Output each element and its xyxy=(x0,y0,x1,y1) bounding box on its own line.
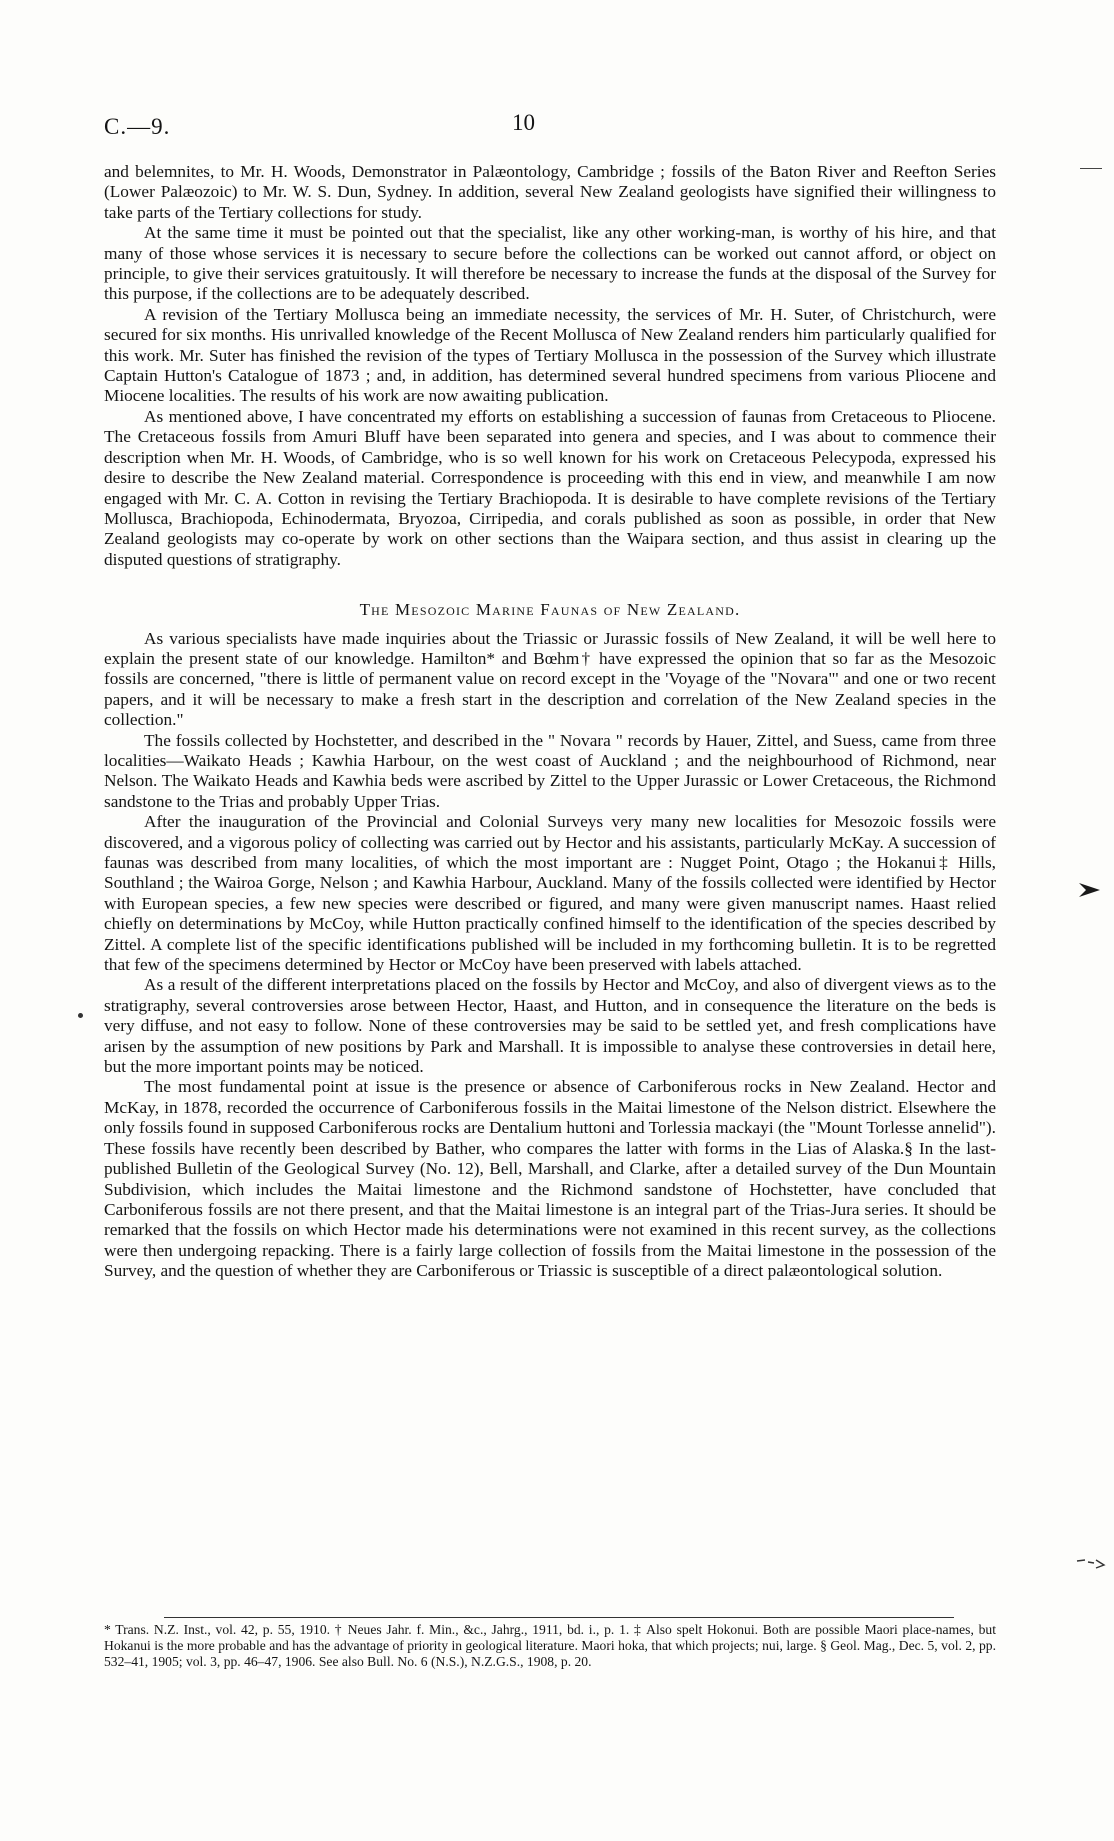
page-number: 10 xyxy=(512,110,535,135)
paragraph-5: As various specialists have made inquiries about the Triassic or Jurassic fossils of New Zealand, it will be well here to explain the present state of our knowledge. Hamilton* and Bœhm† have expressed the opinion that so far as the Mesozoic fossils are concerned, "there is little of permanent value on record except in the 'Voyage of the "Novara"' and one or two recent papers, and it will be necessary to make a fresh start in the description and correlation of the New Zealand species in the collection." xyxy=(104,628,996,730)
body-text xyxy=(104,162,996,1282)
paragraph-9: The most fundamental point at issue is the presence or absence of Carboniferous rocks in New Zealand. Hector and McKay, in 1878, recorded the occurrence of Carboniferous fossils in the Maitai limestone of the Nelson district. Elsewhere the only fossils found in supposed Carboniferous rocks are Dentalium huttoni and Torlessia mackayi (the "Mount Torlesse annelid"). These fossils have recently been described by Bather, who compares the latter with forms in the Lias of Alaska.§ In the last-published Bulletin of the Geological Survey (No. 12), Bell, Marshall, and Clarke, after a detailed survey of the Dun Mountain Subdivision, which includes the Maitai limestone and the Richmond sandstone of Hochstetter, have concluded that Carboniferous fossils are not there present, and that the Maitai limestone is an integral part of the Trias-Jura series. It should be remarked that the fossils on which Hector made his determinations were not examined in this recent survey, as the collections were then undergoing repacking. There is a fairly large collection of fossils from the Maitai limestone in the possession of the Survey, and the question of whether they are Carboniferous or Triassic is susceptible of a direct palæontological solution. xyxy=(104,1077,996,1281)
paragraph-8: As a result of the different interpretations placed on the fossils by Hector and McCoy, and also of divergent views as to the stratigraphy, several controversies arose between Hector, Haast, and Hutton, and in consequence the literature on the beds is very diffuse, and not easy to follow. None of these controversies may be said to be settled yet, and fresh complications have arisen by the assumption of new positions by Park and Marshall. It is impossible to analyse these controversies in detail here, but the more important points may be noticed. xyxy=(104,975,996,1077)
margin-dash-mark xyxy=(1080,168,1102,169)
margin-scribble-mark xyxy=(1076,1555,1106,1569)
paragraph-7: After the inauguration of the Provincial and Colonial Surveys very many new localities for Mesozoic fossils were discovered, and a vigorous policy of collecting was carried out by Hector and his assistants, particularly McKay. A succession of faunas was described from many localities, of which the most important are : Nugget Point, Otago ; the Hokanui‡ Hills, Southland ; the Wairoa Gorge, Nelson ; and Kawhia Harbour, Auckland. Many of the fossils collected were identified by Hector with European species, a few new species were described or figured, and many were given manuscript names. Haast relied chiefly on determinations by McCoy, while Hutton practically confined himself to the identification of the species described by Zittel. A complete list of the specific identifications published will be included in my forthcoming bulletin. It is to be regretted that few of the specimens determined by Hector or McCoy have been preserved with labels attached. xyxy=(104,812,996,975)
paragraph-4: As mentioned above, I have concentrated my efforts on establishing a succession of faunas from Cretaceous to Pliocene. The Cretaceous fossils from Amuri Bluff have been separated into genera and species, and I was about to commence their description when Mr. H. Woods, of Cambridge, who is so well known for his work on Cretaceous Pelecypoda, expressed his desire to describe the New Zealand material. Correspondence is proceeding with this end in view, and meanwhile I am now engaged with Mr. C. A. Cotton in revising the Tertiary Brachiopoda. It is desirable to have complete revisions of the Tertiary Mollusca, Brachiopoda, Echinodermata, Bryozoa, Cirripedia, and corals published as soon as possible, in order that New Zealand geologists may co-operate by work on other sections than the Waipara section, and thus assist in clearing up the disputed questions of stratigraphy. xyxy=(104,406,996,569)
footnote-divider xyxy=(164,1617,954,1618)
paragraph-6: The fossils collected by Hochstetter, and described in the " Novara " records by Hauer, Zittel, and Suess, came from three localities—Waikato Heads ; Kawhia Harbour, on the west coast of Auckland ; and the neighbourhood of Richmond, near Nelson. The Waikato Heads and Kawhia beds were ascribed by Zittel to the Upper Jurassic or Lower Cretaceous, the Richmond sandstone to the Trias and probably Upper Trias. xyxy=(104,730,996,811)
document-reference: C.—9. xyxy=(104,114,171,139)
margin-dot-mark xyxy=(78,1013,83,1018)
footnotes xyxy=(104,1622,996,1671)
footnote-text: * Trans. N.Z. Inst., vol. 42, p. 55, 1910. † Neues Jahr. f. Min., &c., Jahrg., 1911, bd. i., p. 1. ‡ Also spelt Hokonui. Both are possible Maori place-names, but Hokanui is the more probable and has the advantage of priority in geological literature. Maori hoka, that which projects; nui, large. § Geol. Mag., Dec. 5, vol. 2, pp. 532–41, 1905; vol. 3, pp. 46–47, 1906. See also Bull. No. 6 (N.S.), N.Z.G.S., 1908, p. 20. xyxy=(104,1622,996,1670)
section-heading: The Mesozoic Marine Faunas of New Zealand. xyxy=(359,600,741,620)
margin-arrow-mark xyxy=(1078,880,1102,900)
paragraph-1: and belemnites, to Mr. H. Woods, Demonstrator in Palæontology, Cambridge ; fossils of the Baton River and Reefton Series (Lower Palæozoic) to Mr. W. S. Dun, Sydney. In addition, several New Zealand geologists have signified their willingness to take parts of the Tertiary collections for study. xyxy=(104,162,996,222)
paragraph-3: A revision of the Tertiary Mollusca being an immediate necessity, the services of Mr. H. Suter, of Christchurch, were secured for six months. His unrivalled knowledge of the Recent Mollusca of New Zealand renders him particularly qualified for this work. Mr. Suter has finished the revision of the types of Tertiary Mollusca in the possession of the Survey which illustrate Captain Hutton's Catalogue of 1873 ; and, in addition, has determined several hundred specimens from various Pliocene and Miocene localities. The results of his work are now awaiting publication. xyxy=(104,304,996,406)
paragraph-2: At the same time it must be pointed out that the specialist, like any other working-man, is worthy of his hire, and that many of those whose services it is necessary to secure before the collections can be worked out cannot afford, or object on principle, to give their services gratuitously. It will therefore be necessary to increase the funds at the disposal of the Survey for this purpose, if the collections are to be adequately described. xyxy=(104,223,996,304)
